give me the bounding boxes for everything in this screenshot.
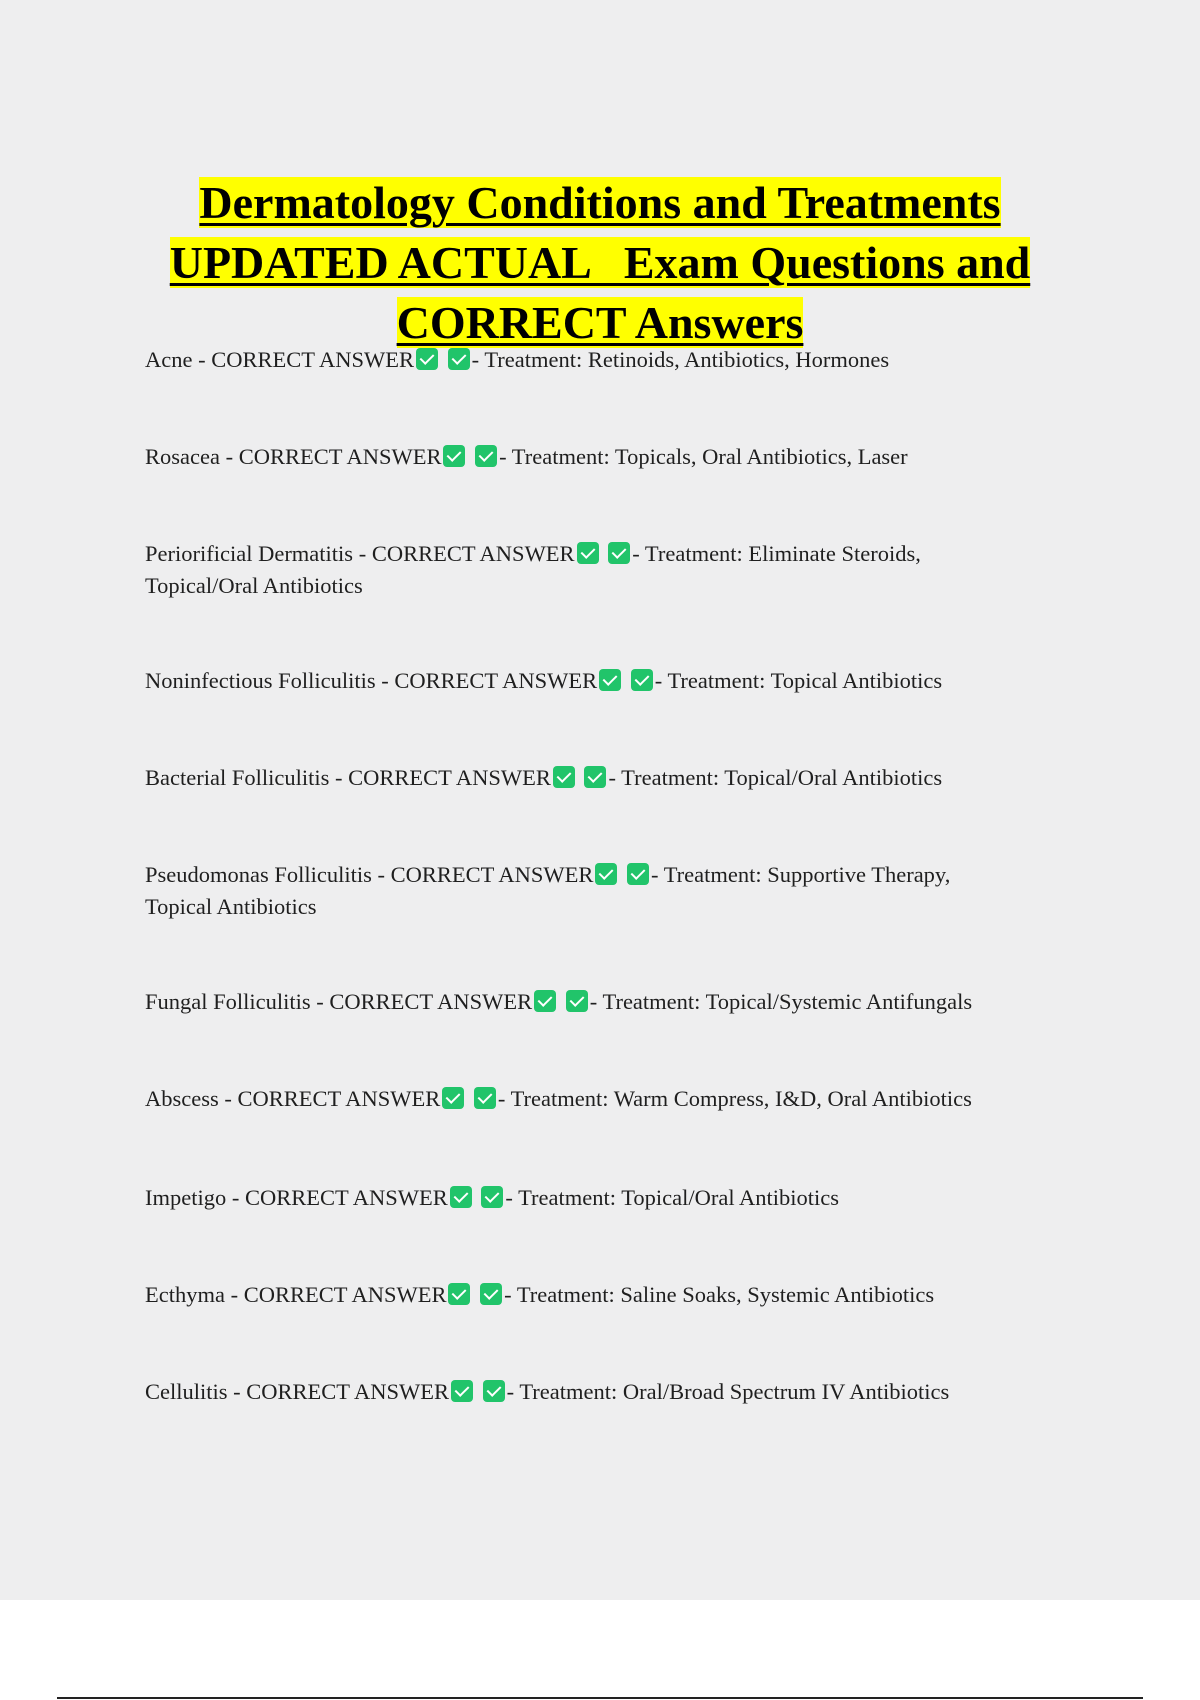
check-mark-icon: [480, 1283, 502, 1305]
check-mark-icon: [442, 1087, 464, 1109]
condition-name: Fungal Folliculitis: [145, 989, 311, 1014]
answer-marker: CORRECT ANSWER: [394, 668, 598, 693]
condition-name: Bacterial Folliculitis: [145, 765, 330, 790]
list-item: Bacterial Folliculitis - CORRECT ANSWER - Treatment: Topical/Oral Antibiotics: [145, 765, 943, 790]
check-mark-icon: [553, 766, 575, 788]
treatment-text: - Treatment: Oral/Broad Spectrum IV Antibiotics: [506, 1379, 950, 1404]
check-mark-icon: [448, 1283, 470, 1305]
answer-marker: CORRECT ANSWER: [237, 1086, 441, 1111]
answer-marker: CORRECT ANSWER: [390, 862, 594, 887]
condition-name: Periorificial Dermatitis: [145, 541, 354, 566]
answer-marker: CORRECT ANSWER: [348, 765, 551, 790]
answer-marker: CORRECT ANSWER: [238, 444, 442, 469]
treatment-text: - Treatment: Topical/Systemic Antifungals: [589, 989, 973, 1014]
answer-marker: CORRECT ANSWER: [371, 541, 575, 566]
check-mark-icon: [599, 669, 621, 691]
check-mark-icon: [534, 990, 556, 1012]
footer-divider: [57, 1697, 1143, 1699]
answer-marker: CORRECT ANSWER: [211, 347, 414, 372]
check-mark-icon: [451, 1380, 473, 1402]
list-item: Noninfectious Folliculitis - CORRECT ANSWER - Treatment: Topical Antibiotics: [145, 668, 943, 693]
treatment-text: - Treatment: Topicals, Oral Antibiotics, Laser: [499, 444, 908, 469]
check-mark-icon: [595, 863, 617, 885]
check-mark-icon: [475, 445, 497, 467]
check-mark-icon: [483, 1380, 505, 1402]
list-item: Abscess - CORRECT ANSWER - Treatment: Warm Compress, I&D, Oral Antibiotics: [145, 1086, 972, 1111]
check-mark-icon: [481, 1186, 503, 1208]
check-mark-icon: [450, 1186, 472, 1208]
list-item: Ecthyma - CORRECT ANSWER - Treatment: Saline Soaks, Systemic Antibiotics: [145, 1282, 935, 1307]
treatment-text: - Treatment: Saline Soaks, Systemic Antibiotics: [504, 1282, 935, 1307]
document-title: [100, 173, 1100, 353]
condition-name: Impetigo: [145, 1185, 227, 1210]
condition-name: Acne: [145, 347, 193, 372]
condition-name: Pseudomonas Folliculitis: [145, 862, 372, 887]
title-line: UPDATED ACTUAL Exam Questions and: [169, 236, 1031, 288]
list-item: Pseudomonas Folliculitis - CORRECT ANSWER - Treatment: Supportive Therapy, Topical Antibiotics: [145, 862, 951, 919]
title-line: CORRECT Answers: [396, 296, 804, 348]
check-mark-icon: [631, 669, 653, 691]
answer-marker: CORRECT ANSWER: [329, 989, 533, 1014]
condition-name: Rosacea: [145, 444, 220, 469]
treatment-text: - Treatment: Eliminate Steroids,: [632, 541, 921, 566]
check-mark-icon: [584, 766, 606, 788]
check-mark-icon: [443, 445, 465, 467]
list-item: Periorificial Dermatitis - CORRECT ANSWER - Treatment: Eliminate Steroids, Topical/Oral Antibiotics: [145, 541, 921, 598]
condition-name: Cellulitis: [145, 1379, 228, 1404]
check-mark-icon: [627, 863, 649, 885]
check-mark-icon: [416, 348, 438, 370]
treatment-text: - Treatment: Supportive Therapy,: [651, 862, 951, 887]
treatment-text: - Treatment: Retinoids, Antibiotics, Hormones: [471, 347, 890, 372]
check-mark-icon: [577, 542, 599, 564]
treatment-text: - Treatment: Topical Antibiotics: [654, 668, 943, 693]
answer-marker: CORRECT ANSWER: [246, 1379, 450, 1404]
list-item: Rosacea - CORRECT ANSWER - Treatment: Topicals, Oral Antibiotics, Laser: [145, 444, 908, 469]
check-mark-icon: [566, 990, 588, 1012]
condition-name: Abscess: [145, 1086, 219, 1111]
check-mark-icon: [448, 348, 470, 370]
list-item: Fungal Folliculitis - CORRECT ANSWER - Treatment: Topical/Systemic Antifungals: [145, 989, 973, 1014]
check-mark-icon: [608, 542, 630, 564]
treatment-text: - Treatment: Warm Compress, I&D, Oral Antibiotics: [497, 1086, 972, 1111]
condition-name: Noninfectious Folliculitis: [145, 668, 376, 693]
treatment-text: - Treatment: Topical/Oral Antibiotics: [505, 1185, 839, 1210]
check-mark-icon: [474, 1087, 496, 1109]
list-item: Acne - CORRECT ANSWER - Treatment: Retinoids, Antibiotics, Hormones: [145, 347, 890, 372]
treatment-text: - Treatment: Topical/Oral Antibiotics: [608, 765, 943, 790]
treatment-text-continued: Topical/Oral Antibiotics: [145, 573, 363, 598]
title-line: Dermatology Conditions and Treatments: [199, 176, 1001, 228]
answer-marker: CORRECT ANSWER: [243, 1282, 447, 1307]
list-item: Cellulitis - CORRECT ANSWER - Treatment: Oral/Broad Spectrum IV Antibiotics: [145, 1379, 950, 1404]
answer-marker: CORRECT ANSWER: [244, 1185, 448, 1210]
treatment-text-continued: Topical Antibiotics: [145, 894, 317, 919]
condition-name: Ecthyma: [145, 1282, 225, 1307]
list-item: Impetigo - CORRECT ANSWER - Treatment: Topical/Oral Antibiotics: [145, 1185, 839, 1210]
